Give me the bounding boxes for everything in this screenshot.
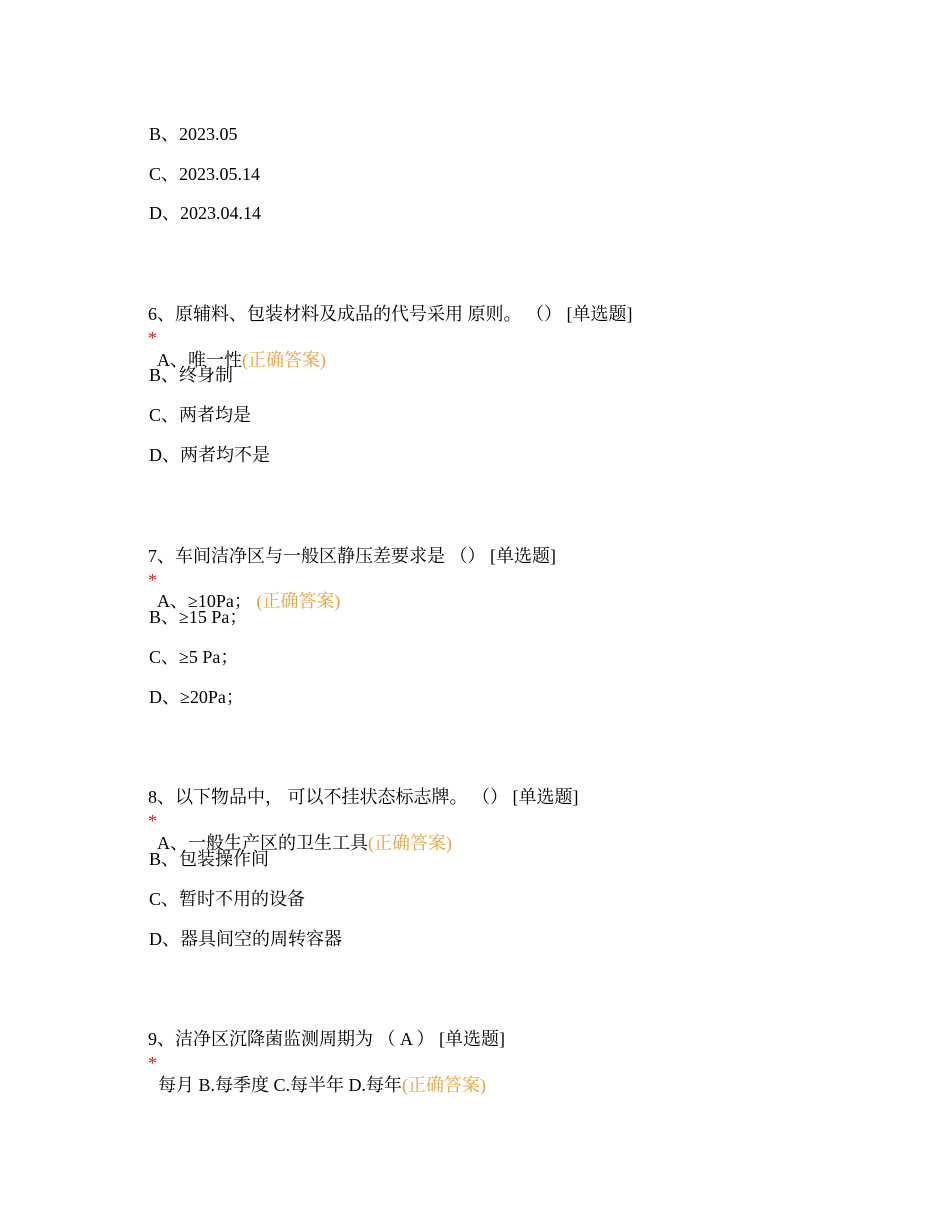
question-text: 9、洁净区沉降菌监测周期为 （ A ） [单选题] xyxy=(148,1029,505,1049)
option-a xyxy=(149,324,327,370)
option-b: B、2023.05 xyxy=(149,124,238,144)
required-mark: * xyxy=(148,1053,157,1073)
correct-answer-tag: (正确答案) xyxy=(242,350,327,370)
required-mark: * xyxy=(148,570,157,590)
option-a xyxy=(149,807,453,853)
question-8 xyxy=(139,761,579,831)
option-c: C、暂时不用的设备 xyxy=(149,889,306,909)
option-a xyxy=(149,565,341,611)
option-b: B、终身制 xyxy=(149,365,234,385)
option-d: D、两者均不是 xyxy=(149,445,270,465)
question-text: 7、车间洁净区与一般区静压差要求是 （） [单选题] xyxy=(148,546,556,566)
required-mark: * xyxy=(148,328,157,348)
correct-answer-tag: (正确答案) xyxy=(256,591,341,611)
option-d: D、器具间空的周转容器 xyxy=(149,929,342,949)
option-d: D、2023.04.14 xyxy=(149,203,261,223)
question-text: 8、以下物品中， 可以不挂状态标志牌。 （） [单选题] xyxy=(148,787,579,807)
option-c: C、≥5 Pa； xyxy=(149,647,239,667)
question-9 xyxy=(139,1003,505,1073)
question-text: 6、原辅料、包装材料及成品的代号采用 原则。 （） [单选题] xyxy=(148,304,633,324)
option-d: D、≥20Pa； xyxy=(149,687,244,707)
option-label: A、一般生产区的卫生工具 xyxy=(157,833,369,853)
question-7 xyxy=(139,520,556,590)
option-b: B、≥15 Pa； xyxy=(149,607,248,627)
question-6 xyxy=(139,278,633,348)
option-b: B、包装操作间 xyxy=(149,849,270,869)
required-mark: * xyxy=(148,811,157,831)
option-a xyxy=(149,1049,487,1095)
option-c: C、两者均是 xyxy=(149,405,252,425)
option-label: A、唯一性 xyxy=(157,350,243,370)
option-label: A、≥10Pa； xyxy=(157,591,257,611)
correct-answer-tag: (正确答案) xyxy=(402,1075,487,1095)
option-label: 每月 B.每季度 C.每半年 D.每年 xyxy=(158,1075,403,1095)
correct-answer-tag: (正确答案) xyxy=(368,833,453,853)
option-c: C、2023.05.14 xyxy=(149,164,261,184)
